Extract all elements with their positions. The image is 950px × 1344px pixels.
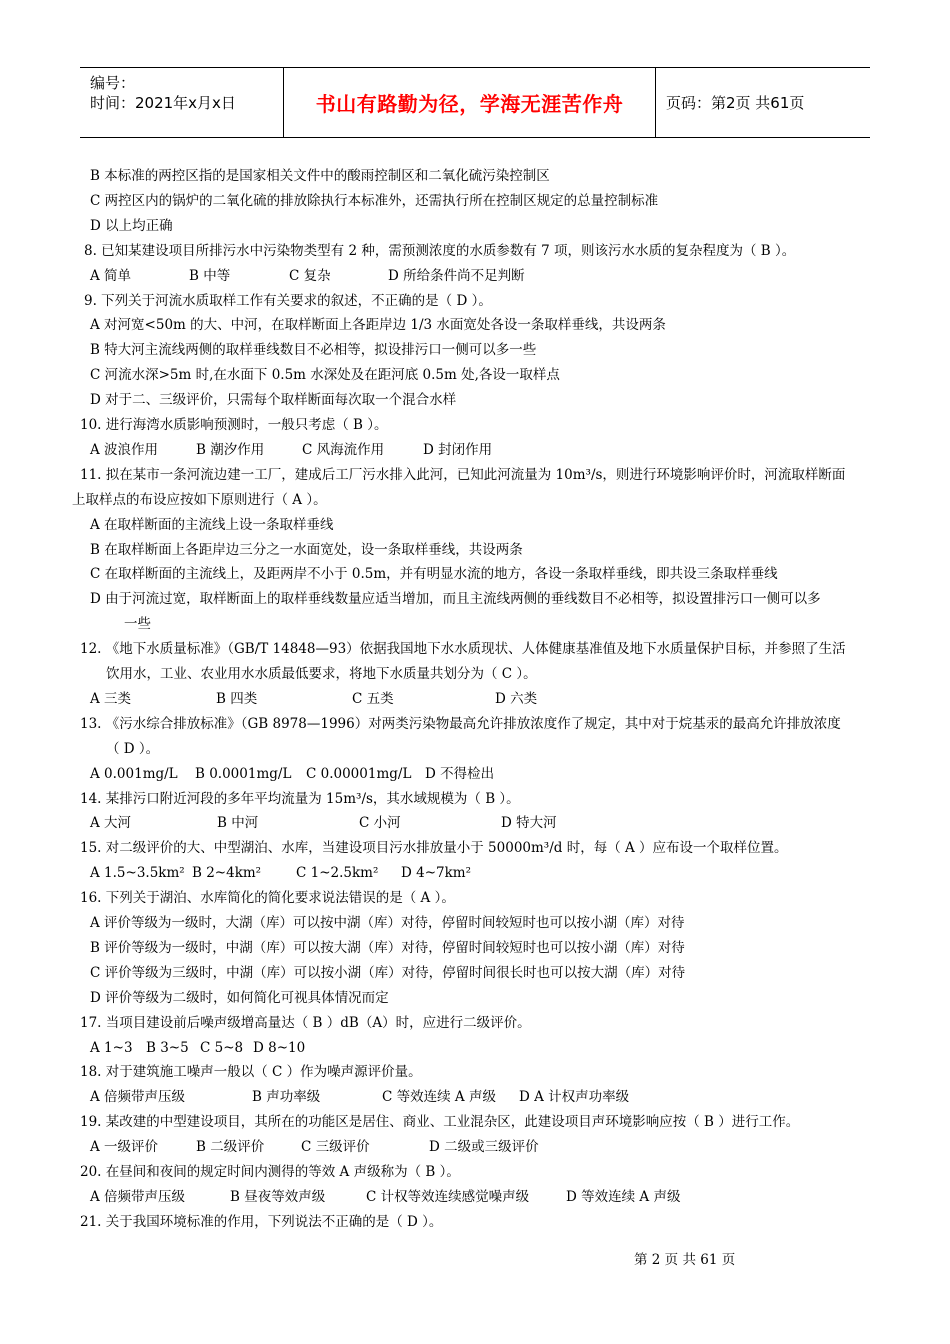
option-item: C 复杂 xyxy=(289,267,331,284)
option-item: A 0.001mg/L xyxy=(90,765,178,782)
option-item: A 倍频带声压级 xyxy=(90,1188,186,1205)
header-code-label: 编号： xyxy=(90,74,136,92)
option-item: D 特大河 xyxy=(501,815,557,832)
option-item: A 1~3 xyxy=(90,1039,133,1056)
text-line: 10. 进行海湾水质影响预测时，一般只考虑（ B ）。 xyxy=(80,417,388,433)
text-line: D 由于河流过宽，取样断面上的取样垂线数量应适当增加，而且主流线两侧的垂线数目不必相等，拟设置排污口一侧可以多 xyxy=(90,591,821,608)
text-line: 15. 对二级评价的大、中型湖泊、水库，当建设项目污水排放量小于 50000m³/d 时，每（ A ）应布设一个取样位置。 xyxy=(80,840,788,857)
header-meta xyxy=(80,68,283,137)
option-item: A 倍频带声压级 xyxy=(90,1089,186,1106)
text-line: 8. 已知某建设项目所排污水中污染物类型有 2 种，需预测浓度的水质参数有 7 项，则该污水水质的复杂程度为（ B ）。 xyxy=(84,242,796,259)
header-date-label: 时间：2021年x月x日 xyxy=(90,94,236,112)
text-line: 17. 当项目建设前后噪声级增高量达（ B ）dB（A）时，应进行二级评价。 xyxy=(80,1014,531,1031)
text-line: D 以上均正确 xyxy=(90,217,173,234)
option-item: B 中河 xyxy=(217,815,259,832)
option-item: D 二级或三级评价 xyxy=(429,1139,539,1156)
text-line: 19. 某改建的中型建设项目，其所在的功能区是居住、商业、工业混杂区，此建设项目声环境影响应按（ B ）进行工作。 xyxy=(80,1114,800,1131)
text-line: 16. 下列关于湖泊、水库简化的简化要求说法错误的是（ A ）。 xyxy=(80,890,455,907)
text-line: 14. 某排污口附近河段的多年平均流量为 15m³/s，其水域规模为（ B ）。 xyxy=(80,790,520,807)
text-line: A 对河宽<50m 的大、中河，在取样断面上各距岸边 1/3 水面宽处各设一条取样垂线，共设两条 xyxy=(90,317,666,334)
option-item: C 三级评价 xyxy=(301,1139,370,1156)
option-item: C 五类 xyxy=(352,690,394,707)
option-item: B 2~4km² xyxy=(192,865,262,882)
text-line: 一些 xyxy=(124,616,151,633)
page-footer: 第 2 页 共 61 页 xyxy=(634,1252,736,1268)
text-line: B 在取样断面上各距岸边三分之一水面宽处，设一条取样垂线，共设两条 xyxy=(90,541,523,558)
option-item: C 0.00001mg/L xyxy=(306,765,412,782)
text-line: B 评价等级为一级时，中湖（库）可以按大湖（库）对待，停留时间较短时也可以按小湖（库）对待 xyxy=(90,939,685,956)
text-line: A 在取样断面的主流线上设一条取样垂线 xyxy=(90,516,334,533)
option-item: B 声功率级 xyxy=(252,1089,321,1106)
option-item: B 四类 xyxy=(216,690,258,707)
option-item: D 4~7km² xyxy=(401,865,471,882)
text-line: D 对于二、三级评价，只需每个取样断面每次取一个混合水样 xyxy=(90,392,457,409)
option-item: A 波浪作用 xyxy=(90,441,159,458)
option-item: C 5~8 xyxy=(200,1039,244,1056)
option-item: B 潮汐作用 xyxy=(196,441,265,458)
option-item: D 不得检出 xyxy=(425,765,495,782)
text-line: 12. 《地下水质量标准》（GB/T 14848—93）依据我国地下水水质现状、人体健康基准值及地下水质量保护目标，并参照了生活 xyxy=(80,641,846,658)
option-item: B 3~5 xyxy=(146,1039,189,1056)
header-page-info: 页码：第2页 共61页 xyxy=(666,94,805,112)
option-item: A 1.5~3.5km² xyxy=(90,865,185,882)
text-line: 20. 在昼间和夜间的规定时间内测得的等效 A 声级称为（ B ）。 xyxy=(80,1164,460,1180)
text-line: 13. 《污水综合排放标准》（GB 8978—1996）对两类污染物最高允许排放浓度作了规定，其中对于烷基汞的最高允许排放浓度 xyxy=(80,715,841,732)
page-header xyxy=(80,67,870,138)
text-line: 18. 对于建筑施工噪声一般以（ C ）作为噪声源评价量。 xyxy=(80,1064,422,1081)
text-line: C 河流水深>5m 时,在水面下 0.5m 水深处及在距河底 0.5m 处,各设一取样点 xyxy=(90,367,560,384)
option-item: C 1~2.5km² xyxy=(296,865,379,882)
option-item: A 简单 xyxy=(90,267,132,284)
option-item: C 小河 xyxy=(359,815,401,832)
option-item: D 8~10 xyxy=(253,1039,306,1056)
text-line: B 本标准的两控区指的是国家相关文件中的酸雨控制区和二氧化硫污染控制区 xyxy=(90,168,550,184)
text-line: C 在取样断面的主流线上，及距两岸不小于 0.5m，并有明显水流的地方，各设一条取样垂线，即共设三条取样垂线 xyxy=(90,566,778,583)
text-line: 9. 下列关于河流水质取样工作有关要求的叙述，不正确的是（ D ）。 xyxy=(84,292,492,309)
header-slogan: 书山有路勤为径，学海无涯苦作舟 xyxy=(315,92,624,116)
option-item: D 等效连续 A 声级 xyxy=(566,1188,681,1205)
text-line: 饮用水，工业、农业用水水质最低要求，将地下水质量共划分为（ C ）。 xyxy=(106,666,537,682)
option-item: A 三类 xyxy=(90,690,132,707)
option-item: B 中等 xyxy=(189,267,231,284)
option-item: C 等效连续 A 声级 xyxy=(382,1089,496,1106)
text-line: A 评价等级为一级时，大湖（库）可以按中湖（库）对待，停留时间较短时也可以按小湖（库）对待 xyxy=(90,915,685,931)
option-item: C 计权等效连续感觉噪声级 xyxy=(366,1188,530,1205)
text-line: B 特大河主流线两侧的取样垂线数目不必相等，拟设排污口一侧可以多一些 xyxy=(90,342,537,359)
option-item: B 0.0001mg/L xyxy=(195,765,292,782)
text-line: 21. 关于我国环境标准的作用，下列说法不正确的是（ D ）。 xyxy=(80,1213,443,1230)
option-item: B 昼夜等效声级 xyxy=(230,1188,326,1205)
header-divider xyxy=(655,68,656,137)
text-line: D 评价等级为二级时，如何简化可视具体情况而定 xyxy=(90,989,389,1006)
option-item: A 一级评价 xyxy=(90,1139,159,1156)
text-line: C 评价等级为三级时，中湖（库）可以按小湖（库）对待，停留时间很长时也可以按大湖（库）对待 xyxy=(90,964,686,981)
option-item: D 所给条件尚不足判断 xyxy=(388,267,525,284)
option-item: C 风海流作用 xyxy=(302,441,385,458)
option-item: D 封闭作用 xyxy=(423,441,493,458)
option-item: A 大河 xyxy=(90,815,132,832)
option-item: D A 计权声功率级 xyxy=(519,1089,630,1106)
text-line: （ D ）。 xyxy=(106,740,160,757)
text-line: 11. 拟在某市一条河流边建一工厂，建成后工厂污水排入此河，已知此河流量为 10m³/s，则进行环境影响评价时，河流取样断面 xyxy=(80,466,846,483)
option-item: B 二级评价 xyxy=(196,1139,265,1156)
text-line: 上取样点的布设应按如下原则进行（ A ）。 xyxy=(72,491,327,508)
text-line: C 两控区内的锅炉的二氧化硫的排放除执行本标准外，还需执行所在控制区规定的总量控制标准 xyxy=(90,192,659,209)
option-item: D 六类 xyxy=(495,690,538,707)
